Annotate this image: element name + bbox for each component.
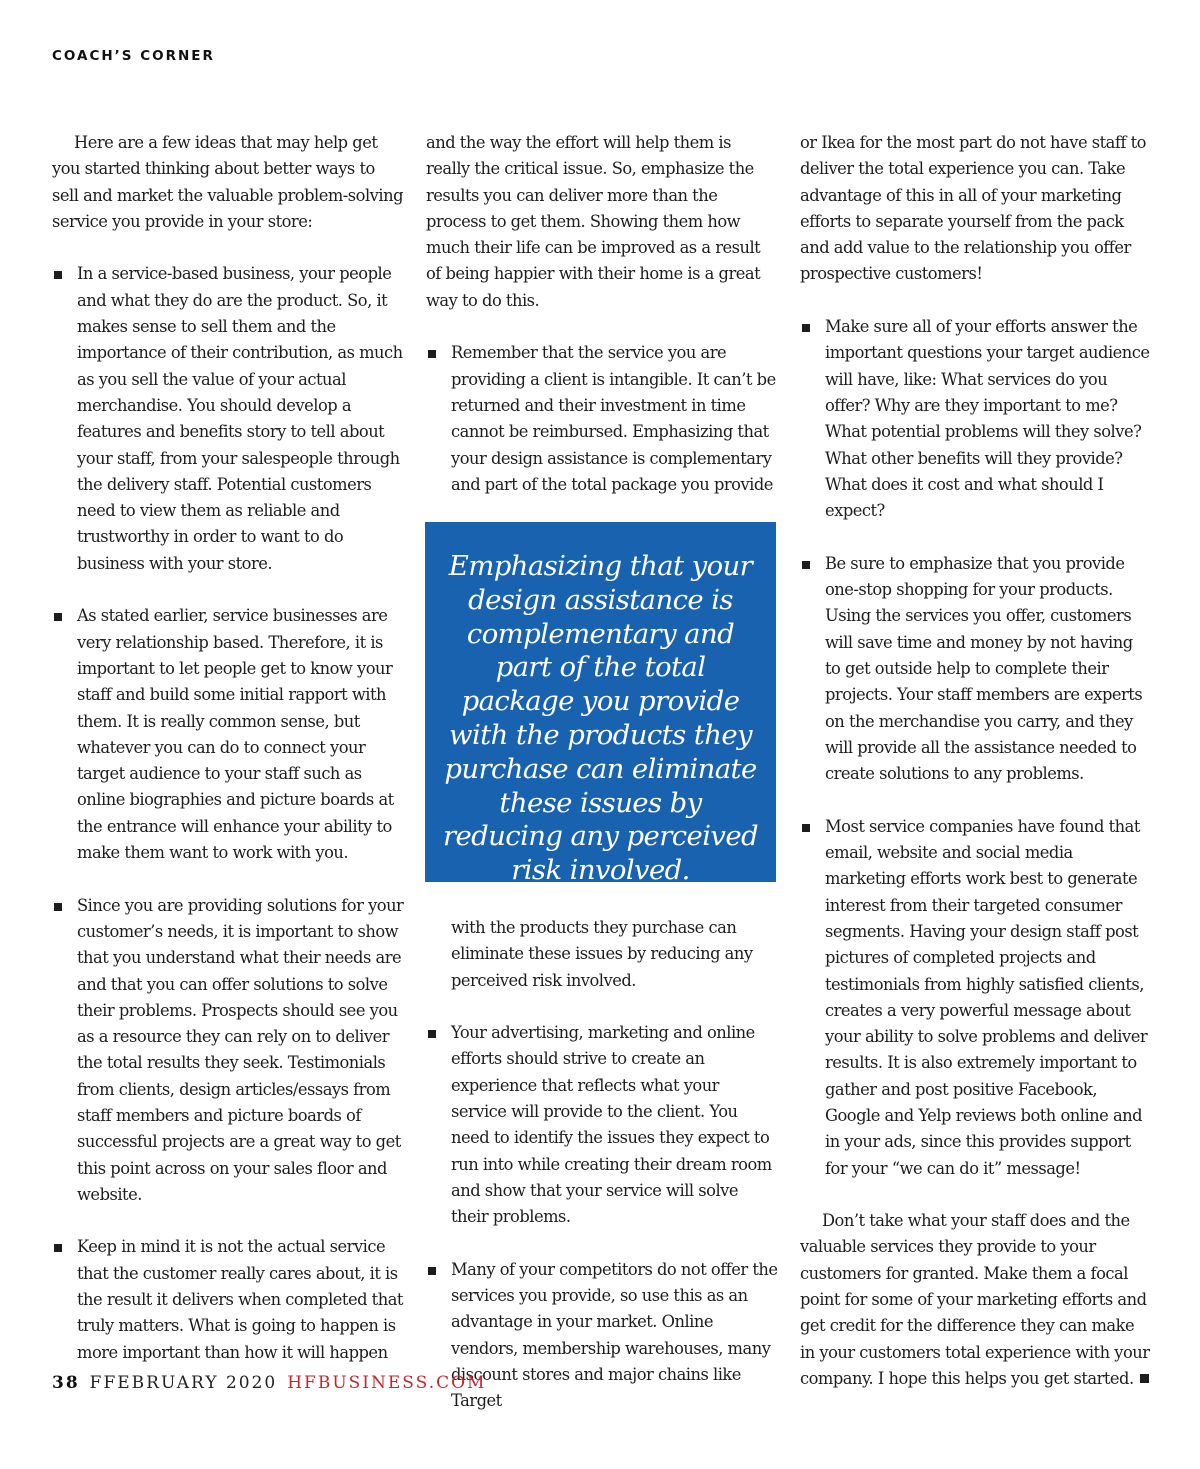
section-label: COACH’S CORNER: [52, 48, 215, 64]
bullet-square-icon: [802, 824, 810, 832]
continued-paragraph: or Ikea for the most part do not have staff to deliver the total experience you can. Take advantage of this in all of your marketing efforts to separate yourself from the pack and add value to the relationship you offer prospective customers!: [800, 133, 1146, 284]
list-item-text: Be sure to emphasize that you provide one-stop shopping for your products. Using the services you offer, customers will save time and money by not having to get outside help to complete their projects. Your staff members are experts on the merchandise you carry, and they will provide all the assistance needed to create solutions to any problems.: [825, 553, 1143, 784]
website-url: HFBUSINESS.COM: [287, 1373, 487, 1393]
page-number: 38: [52, 1373, 80, 1393]
bullet-square-icon: [54, 1244, 62, 1252]
list-item-text: In a service-based business, your people and what they do are the product. So, it makes sense to sell them and the importance of their contribution, as much as you sell the value of your actual merchandise. You should develop a features and benefits story to tell about your staff, from your salespeople through the delivery staff. Potential customers need to view them as reliable and trustworthy in order to want to do business with your store.: [77, 264, 403, 573]
closing-paragraph: [800, 1208, 1152, 1392]
list-item: [52, 1234, 404, 1365]
issue-date: FFEBRUARY 2020: [89, 1373, 278, 1393]
bullet-square-icon: [428, 350, 436, 358]
list-item-text: Many of your competitors do not offer the services you provide, so use this as an advantage in your market. Online vendors, membership warehouses, many discount stores and major chains like Target: [451, 1259, 778, 1411]
column-3: [800, 130, 1152, 1419]
list-item: [800, 814, 1152, 1182]
column-1: [52, 130, 404, 1392]
list-item-text: As stated earlier, service businesses are very relationship based. Therefore, it is important to let people get to know your staff and build some initial rapport with them. It is really common sense, but whatever you can do to connect your target audience to your staff such as online biographies and picture boards at the entrance will enhance your ability to make them want to work with you.: [77, 606, 394, 863]
list-item: [52, 893, 404, 1209]
list-item: [800, 551, 1152, 788]
bullet-square-icon: [54, 613, 62, 621]
bullet-square-icon: [54, 271, 62, 279]
column-2-top: [426, 130, 778, 524]
list-item-continuation: with the products they purchase can eliminate these issues by reducing any perceived risk involved.: [451, 918, 753, 990]
end-mark-icon: [1140, 1374, 1149, 1383]
list-item-text: Your advertising, marketing and online efforts should strive to create an experience that reflects what your service will provide to the client. You need to identify the issues they expect to run into while creating their dream room and show that your service will solve their problems.: [451, 1023, 772, 1227]
page-footer: [52, 1373, 486, 1393]
list-item: [426, 340, 778, 498]
pull-quote: Emphasizing that your design assistance is complementary and part of the total package you provide with the products they purchase can eliminate these issues by reducing any perceived risk involved.: [425, 522, 776, 882]
bullet-square-icon: [428, 1030, 436, 1038]
bullet-square-icon: [802, 561, 810, 569]
list-item: [52, 261, 404, 577]
continued-paragraph: and the way the effort will help them is really the critical issue. So, emphasize the results you can deliver more than the process to get them. Showing them how much their life can be improved as a result of being happier with their home is a great way to do this.: [426, 133, 761, 310]
closing-text: Don’t take what your staff does and the valuable services they provide to your customers for granted. Make them a focal point for some of your marketing efforts and get credit for the difference they can make in your customers total experience with your company. I hope this helps you get started.: [800, 1211, 1150, 1388]
intro-paragraph: Here are a few ideas that may help get you started thinking about better ways to sell and market the valuable problem-solving service you provide in your store:: [52, 133, 403, 231]
list-item-text: Remember that the service you are providing a client is intangible. It can’t be returned and their investment in time cannot be reimbursed. Emphasizing that your design assistance is complementary and part of the total package you provide: [451, 343, 776, 494]
column-2-bottom: [426, 915, 778, 1441]
list-item-text: Make sure all of your efforts answer the important questions your target audience will have, like: What services do you offer? Why are they important to me? What potential problems will they solve? What other benefits will they provide? What does it cost and what should I expect?: [825, 317, 1150, 521]
bullet-square-icon: [428, 1267, 436, 1275]
bullet-square-icon: [54, 903, 62, 911]
list-item: [800, 314, 1152, 524]
list-item-text: Most service companies have found that email, website and social media marketing efforts work best to generate interest from their targeted consumer segments. Having your design staff post pictures of completed projects and testimonials from highly satisfied clients, creates a very powerful message about your ability to solve problems and deliver results. It is also extremely important to gather and post positive Facebook, Google and Yelp reviews both online and in your ads, since this provides support for your “we can do it” message!: [825, 816, 1148, 1178]
bullet-square-icon: [802, 324, 810, 332]
list-item-text: Since you are providing solutions for your customer’s needs, it is important to show that you understand what their needs are and that you can offer solutions to solve their problems. Prospects should see you as a resource they can rely on to deliver the total results they seek. Testimonials from clients, design articles/essays from staff members and picture boards of successful projects are a great way to get this point across on your sales floor and website.: [77, 895, 404, 1204]
list-item-text: Keep in mind it is not the actual service that the customer really cares about, it is the result it delivers when completed that truly matters. What is going to happen is more important than how it will happen: [77, 1237, 403, 1362]
list-item: [426, 1020, 778, 1230]
list-item: [52, 603, 404, 866]
